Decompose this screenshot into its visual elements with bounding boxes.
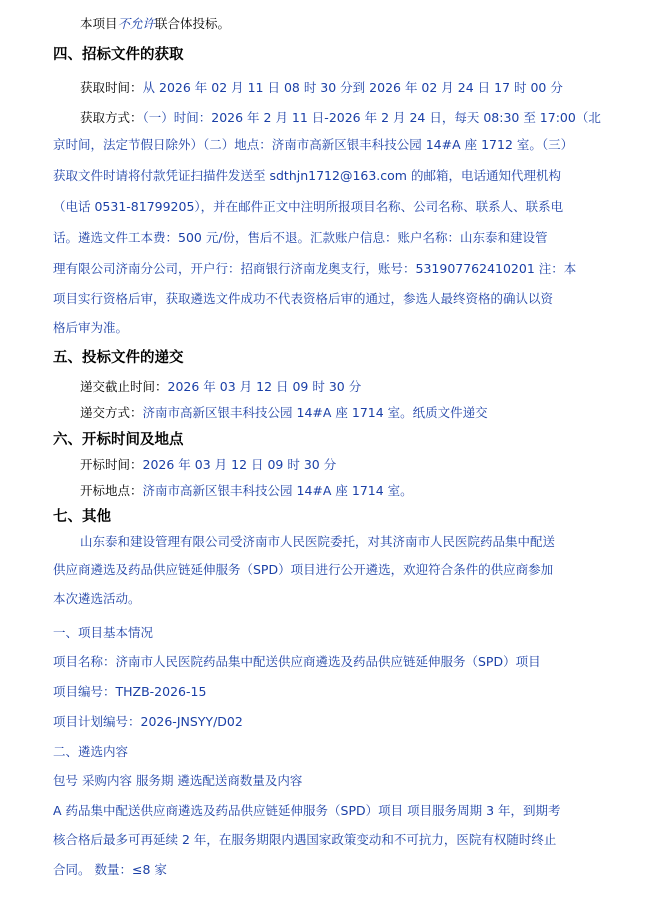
section4-method-label: 获取方式：	[80, 110, 143, 125]
section5-deadline-value: 2026 年 03 月 12 日 09 时 30 分	[167, 379, 362, 394]
section4-method-line: 京时间，法定节假日除外）（二）地点：济南市高新区银丰科技公园 14#A 座 1712 室。（三）	[53, 137, 574, 152]
section5-deadline	[80, 377, 361, 395]
section4-method-line: 格后审为准。	[53, 320, 129, 335]
section5-deadline-label: 递交截止时间：	[80, 379, 168, 394]
section6-place	[80, 481, 413, 499]
consortium-note-post: 联合体投标。	[155, 16, 231, 31]
section4-heading: 四、招标文件的获取	[53, 47, 184, 63]
plan-number: 项目计划编号：2026-JNSYY/D02	[53, 714, 243, 729]
package-table-header: 包号 采购内容 服务期 遴选配送商数量及内容	[53, 773, 303, 788]
consortium-note-emphasis: 不允许	[117, 16, 156, 31]
section4-method-line: 理有限公司济南分公司，开户行：招商银行济南龙奥支行，账号：531907762410201 注：本	[53, 261, 577, 276]
selection-content-subheading: 二、遴选内容	[53, 744, 129, 759]
section6-place-value: 济南市高新区银丰科技公园 14#A 座 1714 室。	[142, 483, 413, 498]
section6-time-label: 开标时间：	[80, 457, 143, 472]
project-name: 项目名称：济南市人民医院药品集中配送供应商遴选及药品供应链延伸服务（SPD）项目	[53, 654, 541, 669]
section6-heading: 六、开标时间及地点	[53, 432, 184, 448]
section5-heading: 五、投标文件的递交	[53, 350, 184, 366]
section4-method-line: 话。遴选文件工本费：500 元/份，售后不退。汇款账户信息：账户名称：山东泰和建设管	[53, 230, 548, 245]
section7-para-line: 供应商遴选及药品供应链延伸服务（SPD）项目进行公开遴选，欢迎符合条件的供应商参加	[53, 562, 554, 577]
section4-time-value: 从 2026 年 02 月 11 日 08 时 30 分到 2026 年 02 月 24 日 17 时 00 分	[142, 80, 563, 95]
section4-method-line	[80, 108, 601, 126]
section4-method-text: （一）时间：2026 年 2 月 11 日-2026 年 2 月 24 日，每天 08:30 至 17:00（北	[142, 110, 601, 125]
section6-place-label: 开标地点：	[80, 483, 143, 498]
section7-heading: 七、其他	[53, 509, 111, 525]
project-number: 项目编号：THZB-2026-15	[53, 684, 207, 699]
package-line: 核合格后最多可再延续 2 年，在服务期限内遇国家政策变动和不可抗力，医院有权随时终止	[53, 832, 557, 847]
section4-method-line: （电话 0531-81799205），并在邮件正文中注明所报项目名称、公司名称、联系人、联系电	[53, 199, 564, 214]
basic-info-subheading: 一、项目基本情况	[53, 625, 154, 640]
section5-method	[80, 403, 488, 421]
section4-time-label: 获取时间：	[80, 80, 143, 95]
section6-time-value: 2026 年 03 月 12 日 09 时 30 分	[142, 457, 337, 472]
section5-method-label: 递交方式：	[80, 405, 143, 420]
package-line: A 药品集中配送供应商遴选及药品供应链延伸服务（SPD）项目 项目服务周期 3 年，到期考	[53, 803, 561, 818]
section4-method-line: 项目实行资格后审，获取遴选文件成功不代表资格后审的通过，参选人最终资格的确认以资	[53, 291, 554, 306]
section7-para-line: 本次遴选活动。	[53, 591, 141, 606]
consortium-note-pre: 本项目	[80, 16, 118, 31]
section5-method-value: 济南市高新区银丰科技公园 14#A 座 1714 室。纸质文件递交	[142, 405, 488, 420]
section7-para-line: 山东泰和建设管理有限公司受济南市人民医院委托，对其济南市人民医院药品集中配送	[80, 534, 556, 549]
package-line: 合同。 数量：≤8 家	[53, 862, 167, 877]
section4-time	[80, 78, 563, 96]
section4-method-line: 获取文件时请将付款凭证扫描件发送至 sdthjn1712@163.com 的邮箱，电话通知代理机构	[53, 168, 561, 183]
section6-time	[80, 455, 336, 473]
consortium-note	[80, 14, 230, 32]
